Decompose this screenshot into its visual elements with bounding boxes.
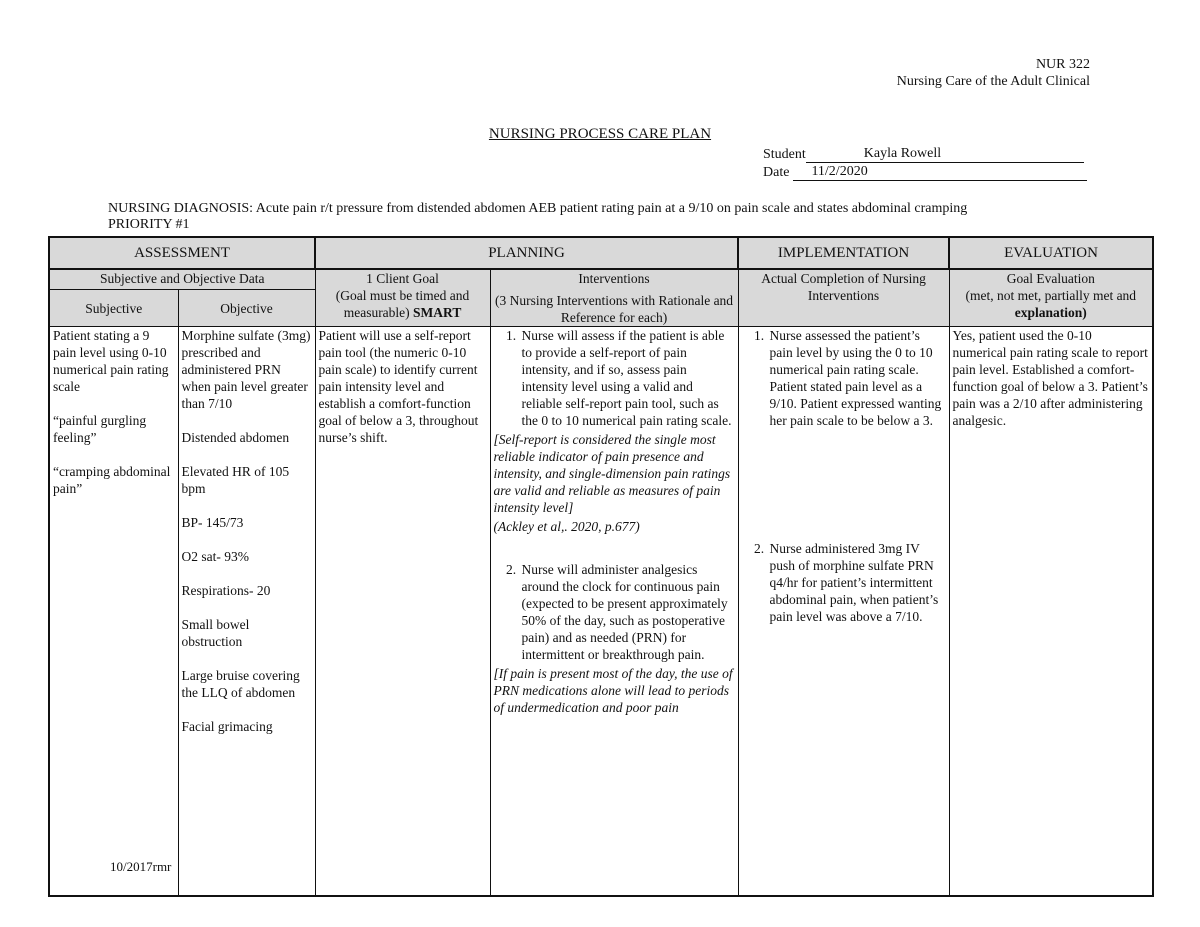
page-title: NURSING PROCESS CARE PLAN bbox=[488, 126, 712, 142]
interventions-header bbox=[490, 269, 738, 327]
subjective-cell bbox=[49, 327, 178, 897]
intervention-text: Nurse will administer analgesics around the clock for continuous pain (expected to be present approximately 50% of the day, such as postoperative pain) and as needed (PRN) for intermittent or breakthrough pain. bbox=[521, 562, 728, 662]
actual-list bbox=[742, 540, 946, 625]
course-header bbox=[897, 56, 1090, 90]
goal-note bbox=[319, 287, 487, 321]
objective-item: Morphine sulfate (3mg) prescribed and administered PRN when pain level greater than 7/10 bbox=[181, 328, 311, 411]
actual-item: 2. Nurse administered 3mg IV push of morphine sulfate PRN q4/hr for patient’s intermittent abdominal pain, when patient’s pain level was above a 7/10. bbox=[768, 540, 946, 625]
interventions-title: Interventions bbox=[578, 271, 650, 286]
objective-item: Elevated HR of 105 bpm bbox=[181, 464, 290, 496]
objective-item: BP- 145/73 bbox=[181, 515, 244, 530]
actual-item: 1. Nurse assessed the patient’s pain level by using the 0 to 10 numerical pain rating scale. Patient stated pain level as a 9/10. Patient expressed wanting her pain scale to be below a 3. bbox=[768, 327, 946, 429]
goal-eval-bold: explanation) bbox=[1014, 305, 1087, 320]
goal-title: 1 Client Goal bbox=[366, 271, 439, 286]
date-line bbox=[763, 164, 1087, 181]
objective-item: Distended abdomen bbox=[181, 430, 290, 445]
interventions-cell bbox=[490, 327, 738, 897]
actual-cell bbox=[738, 327, 949, 897]
objective-cell bbox=[178, 327, 315, 897]
subj-obj-header: Subjective and Objective Data bbox=[49, 269, 315, 290]
intervention-item bbox=[520, 561, 735, 663]
goal-eval-header bbox=[949, 269, 1153, 327]
implementation-header: IMPLEMENTATION bbox=[738, 237, 949, 269]
goal-eval-title: Goal Evaluation bbox=[1006, 271, 1095, 286]
actual-header: Actual Completion of Nursing Interventions bbox=[738, 269, 949, 327]
student-value: Kayla Rowell bbox=[863, 146, 942, 161]
intervention-text: Nurse will assess if the patient is able to provide a self-report of pain intensity, and if so, assess pain intensity level using a valid and reliable self-report pain tool, such as the 0 to 10 numerical pain rating scale. bbox=[521, 328, 732, 428]
subjective-item: “painful gurgling feeling” bbox=[53, 413, 147, 445]
student-line bbox=[763, 146, 1084, 163]
evaluation-header: EVALUATION bbox=[949, 237, 1153, 269]
evaluation-cell bbox=[949, 327, 1153, 897]
subjective-header: Subjective bbox=[49, 290, 178, 327]
date-label: Date bbox=[763, 165, 790, 180]
assessment-header: ASSESSMENT bbox=[49, 237, 315, 269]
intervention-reference: (Ackley et al,. 2020, p.677) bbox=[493, 519, 640, 534]
objective-item: Facial grimacing bbox=[181, 719, 273, 734]
footer-code: 10/2017rmr bbox=[110, 859, 172, 874]
objective-header: Objective bbox=[178, 290, 315, 327]
objective-item: Large bruise covering the LLQ of abdomen bbox=[181, 668, 300, 700]
intervention-rationale: [If pain is present most of the day, the use of PRN medications alone will lead to periods of undermedication and poor pain bbox=[493, 666, 733, 715]
actual-list bbox=[742, 327, 946, 429]
goal-eval-note-text: (met, not met, partially met and bbox=[965, 288, 1137, 303]
goal-smart: SMART bbox=[413, 305, 462, 320]
planning-header: PLANNING bbox=[315, 237, 738, 269]
care-plan-table bbox=[48, 236, 1154, 897]
intervention-item bbox=[520, 327, 735, 429]
evaluation-text: Yes, patient used the 0-10 numerical pain rating scale to report pain level. Established a comfort-function goal of below a 3. Patient’s pain was a 2/10 after administering analgesic. bbox=[952, 328, 1148, 428]
student-label: Student bbox=[763, 147, 806, 162]
diagnosis-text: NURSING DIAGNOSIS: Acute pain r/t pressure from distended abdomen AEB patient rating pain at a 9/10 on pain scale and states abdominal cramping bbox=[108, 201, 968, 216]
objective-item: Respirations- 20 bbox=[181, 583, 271, 598]
interventions-note: (3 Nursing Interventions with Rationale and Reference for each) bbox=[494, 293, 734, 325]
intervention-rationale: [Self-report is considered the single most reliable indicator of pain presence and intensity, and single-dimension pain ratings are valid and reliable as measures of pain intensity level] bbox=[493, 432, 731, 515]
goal-note-text: (Goal must be timed and measurable) bbox=[335, 288, 470, 320]
subjective-item: Patient stating a 9 pain level using 0-10 numerical pain rating scale bbox=[53, 328, 169, 394]
objective-item: O2 sat- 93% bbox=[181, 549, 249, 564]
course-code: NUR 322 bbox=[1035, 57, 1090, 72]
date-value: 11/2/2020 bbox=[811, 164, 868, 179]
nursing-diagnosis bbox=[108, 201, 1108, 233]
goal-header bbox=[315, 269, 490, 327]
goal-text: Patient will use a self-report pain tool (the numeric 0-10 pain scale) to identify current pain intensity level and establish a comfort-function goal of below a 3, throughout nurse’s shift. bbox=[318, 328, 479, 445]
interventions-list bbox=[494, 327, 735, 429]
goal-eval-note bbox=[953, 287, 1150, 321]
interventions-list bbox=[494, 561, 735, 663]
subjective-item: “cramping abdominal pain” bbox=[53, 464, 171, 496]
goal-cell bbox=[315, 327, 490, 897]
course-title: Nursing Care of the Adult Clinical bbox=[896, 74, 1090, 89]
objective-item: Small bowel obstruction bbox=[181, 617, 250, 649]
priority-text: PRIORITY #1 bbox=[108, 217, 190, 232]
